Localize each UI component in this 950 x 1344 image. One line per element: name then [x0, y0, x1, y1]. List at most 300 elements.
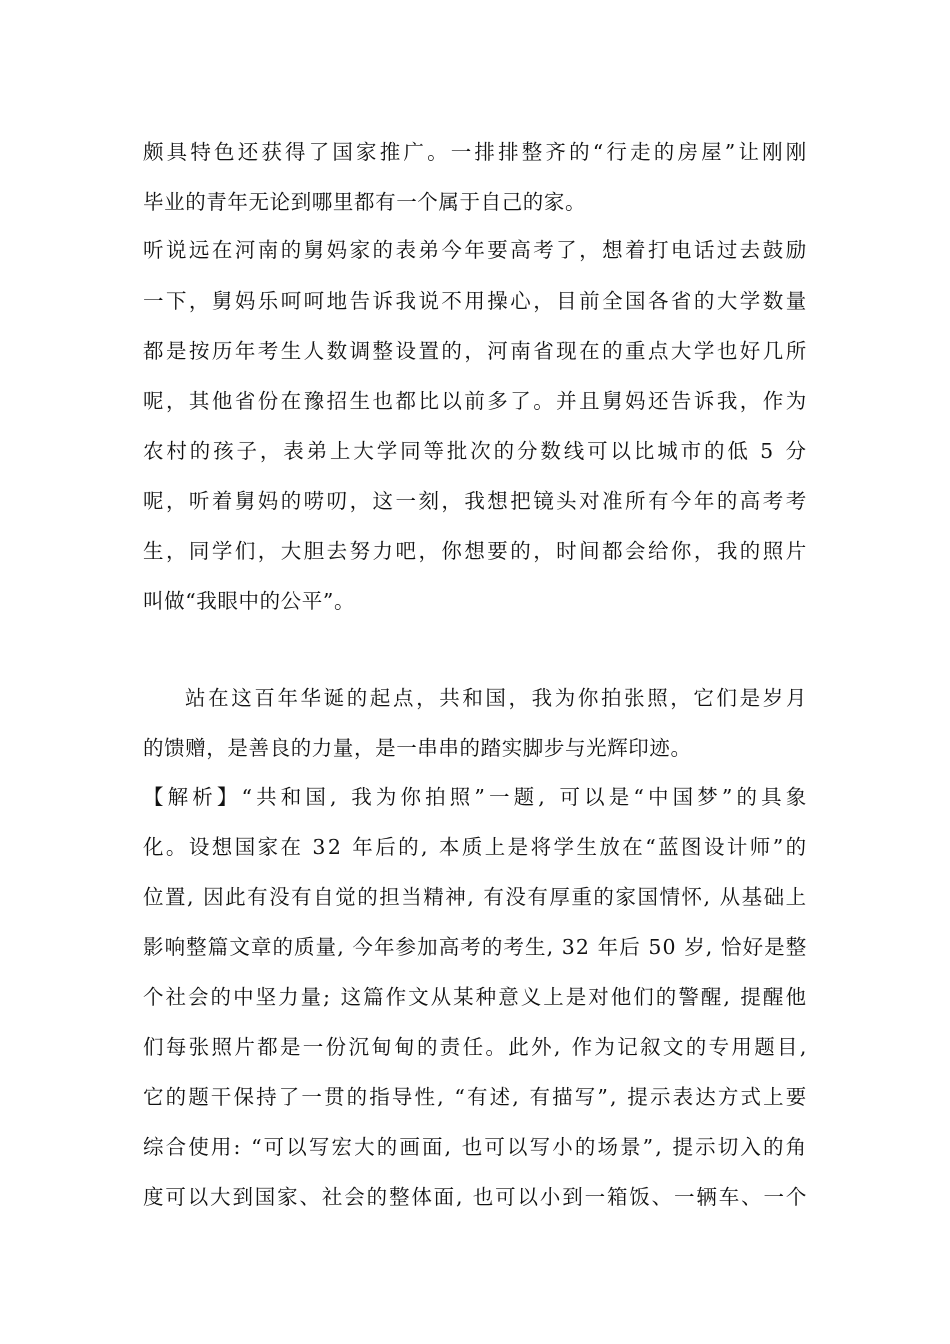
glyph: 厚 [549, 885, 571, 909]
glyph: 地 [326, 289, 348, 313]
glyph: 和 [462, 686, 484, 710]
glyph: 础 [763, 885, 785, 909]
glyph: 家 [349, 238, 371, 262]
glyph [554, 933, 561, 961]
glyph: 也 [372, 389, 394, 413]
glyph: 学 [693, 339, 715, 363]
glyph: ， [418, 539, 440, 563]
glyph: 同 [188, 539, 211, 563]
glyph: 历 [211, 339, 233, 363]
glyph: 今 [670, 489, 693, 513]
glyph: 外 [531, 1035, 553, 1059]
glyph: 5 [648, 935, 663, 959]
glyph: 广 [403, 140, 425, 164]
glyph [345, 933, 352, 961]
glyph: 本 [438, 835, 461, 859]
glyph: 综 [143, 1135, 165, 1159]
glyph: 诞 [323, 686, 345, 710]
glyph: 的 [398, 835, 420, 859]
text-line [143, 487, 807, 515]
glyph: 年 [597, 935, 619, 959]
glyph: 人 [303, 339, 325, 363]
glyph: 有 [647, 489, 670, 513]
glyph: 按 [188, 339, 211, 363]
glyph [195, 883, 202, 911]
glyph: 保 [233, 1085, 255, 1109]
glyph: 有 [291, 885, 313, 909]
glyph: 了 [308, 140, 330, 164]
glyph: 南 [510, 339, 532, 363]
glyph: 拍 [425, 785, 447, 809]
glyph: 岁 [684, 935, 706, 959]
line-text [143, 138, 807, 166]
glyph: 国 [637, 885, 659, 909]
glyph: 城 [657, 439, 679, 463]
glyph: 觉 [335, 885, 357, 909]
glyph: 表 [395, 238, 417, 262]
glyph: 种 [475, 985, 497, 1009]
glyph: 义 [520, 985, 542, 1009]
line-text [143, 437, 807, 465]
glyph: , [456, 1185, 464, 1209]
glyph: 神 [445, 885, 467, 909]
glyph: 影 [143, 935, 165, 959]
glyph: 国 [305, 785, 327, 809]
glyph [341, 783, 348, 811]
glyph: 师 [749, 835, 771, 859]
glyph: 专 [708, 1035, 730, 1059]
glyph: 基 [741, 885, 763, 909]
glyph: 诉 [693, 389, 715, 413]
glyph: 准 [602, 489, 624, 513]
glyph: 我 [464, 489, 486, 513]
glyph: 比 [633, 439, 655, 463]
glyph: ” [724, 140, 736, 164]
glyph: 放 [599, 835, 621, 859]
glyph: 力 [278, 985, 300, 1009]
glyph: 力 [372, 539, 394, 563]
glyph [549, 783, 556, 811]
glyph: 象 [785, 785, 807, 809]
glyph: 给 [647, 539, 670, 563]
glyph: 所 [785, 339, 807, 363]
glyph: 和 [280, 785, 302, 809]
glyph: 上 [763, 1085, 785, 1109]
glyph: 数 [326, 339, 348, 363]
glyph: , [553, 1035, 562, 1059]
glyph: , [421, 835, 429, 859]
glyph: 豫 [303, 389, 325, 413]
glyph: 小 [539, 1185, 561, 1209]
glyph: 操 [487, 289, 509, 313]
glyph: 上 [330, 439, 352, 463]
glyph: 告 [349, 289, 371, 313]
text-line [185, 684, 807, 712]
line-text [143, 1033, 807, 1061]
glyph: 一 [143, 289, 165, 313]
glyph: 化 [143, 835, 165, 859]
glyph: 目 [556, 289, 578, 313]
glyph: 镜 [533, 489, 555, 513]
glyph: 量 [785, 289, 807, 313]
glyph: 共 [256, 785, 278, 809]
glyph: 贯 [324, 1085, 346, 1109]
glyph: 一 [763, 1185, 785, 1209]
glyph: 5 [760, 439, 774, 463]
glyph: 置 [418, 339, 440, 363]
glyph [563, 1033, 570, 1061]
glyph [712, 883, 719, 911]
glyph: 好 [739, 339, 761, 363]
glyph: 农 [143, 439, 165, 463]
glyph: 宏 [331, 1135, 353, 1159]
glyph: 设 [188, 835, 210, 859]
glyph: 我 [716, 539, 738, 563]
glyph: 后 [375, 835, 397, 859]
glyph: 大 [280, 539, 302, 563]
glyph: 面 [421, 1135, 444, 1159]
glyph: 的 [655, 985, 677, 1009]
glyph: 此 [225, 885, 247, 909]
glyph: 考 [460, 935, 482, 959]
glyph [430, 833, 437, 861]
text-line [143, 138, 807, 166]
glyph: 它 [693, 686, 715, 710]
glyph: ， [259, 439, 281, 463]
glyph: 析 [192, 785, 214, 809]
glyph: 孩 [213, 439, 235, 463]
glyph: ， [165, 539, 188, 563]
glyph: 弟 [418, 238, 440, 262]
glyph [475, 883, 482, 911]
glyph: 的 [493, 439, 515, 463]
glyph: 有 [247, 885, 269, 909]
glyph: 心 [510, 289, 532, 313]
glyph: 华 [300, 686, 322, 710]
glyph [751, 437, 758, 465]
glyph: 屋 [701, 140, 723, 164]
analysis-line [143, 983, 807, 1011]
glyph: 个 [785, 1185, 807, 1209]
glyph: , [546, 935, 554, 959]
glyph: 是 [739, 686, 761, 710]
glyph: 的 [346, 686, 368, 710]
glyph: 努 [349, 539, 371, 563]
glyph: 此 [508, 1035, 530, 1059]
glyph: 为 [554, 686, 576, 710]
glyph: 都 [602, 539, 624, 563]
glyph: 着 [625, 238, 647, 262]
glyph: 鼓 [762, 238, 784, 262]
glyph [641, 933, 648, 961]
glyph: 的 [346, 1085, 368, 1109]
line-text [143, 287, 807, 315]
glyph: 数 [762, 289, 784, 313]
glyph: 照 [211, 1035, 233, 1059]
analysis-line [143, 1183, 807, 1211]
text-line [143, 587, 355, 615]
glyph: 排 [498, 140, 520, 164]
glyph: ” [721, 785, 733, 809]
glyph: 去 [739, 238, 761, 262]
analysis-line [143, 883, 807, 911]
glyph: 多 [487, 389, 509, 413]
glyph: 你 [441, 539, 463, 563]
glyph: 唠 [303, 489, 325, 513]
glyph: 整 [388, 1185, 411, 1209]
glyph: 其 [188, 389, 211, 413]
glyph: 在 [211, 238, 233, 262]
glyph: 以 [584, 785, 606, 809]
glyph: ; [323, 985, 331, 1009]
glyph: 国 [234, 835, 256, 859]
glyph: 作 [571, 1035, 593, 1059]
glyph: 醒 [762, 985, 785, 1009]
glyph: 的 [481, 935, 503, 959]
glyph: 年 [352, 835, 374, 859]
glyph: 2 [575, 935, 590, 959]
glyph: 考 [533, 238, 555, 262]
glyph: 任 [462, 1035, 484, 1059]
glyph: 。 [427, 140, 449, 164]
glyph: 场 [597, 1135, 619, 1159]
glyph: 会 [625, 539, 647, 563]
glyph: 到 [232, 1185, 254, 1209]
glyph: 有 [483, 885, 505, 909]
glyph: 国 [332, 140, 354, 164]
glyph: 以 [507, 1135, 529, 1159]
glyph: 叙 [640, 1035, 662, 1059]
glyph: 打 [647, 238, 670, 262]
glyph: 的 [762, 1135, 785, 1159]
glyph: 提 [672, 1135, 694, 1159]
glyph [446, 1083, 453, 1111]
glyph: 年 [693, 489, 715, 513]
glyph: 去 [326, 539, 348, 563]
glyph: 在 [280, 835, 302, 859]
glyph: 一 [584, 1185, 606, 1209]
glyph: 不 [441, 289, 463, 313]
glyph: 角 [785, 1135, 807, 1159]
glyph: 排 [474, 140, 496, 164]
glyph: 弟 [306, 439, 328, 463]
glyph: 以 [610, 439, 632, 463]
glyph [343, 833, 350, 861]
glyph: 把 [510, 489, 532, 513]
glyph: 的 [574, 1135, 596, 1159]
glyph: 设 [703, 835, 726, 859]
text-line [143, 287, 807, 315]
glyph [677, 933, 684, 961]
glyph: 的 [739, 539, 761, 563]
glyph: 这 [372, 489, 394, 513]
glyph: 子 [236, 439, 258, 463]
glyph: 中 [233, 985, 255, 1009]
glyph: 高 [739, 489, 761, 513]
glyph: 生 [349, 389, 371, 413]
glyph: 要 [487, 238, 509, 262]
glyph: 一 [302, 1035, 324, 1059]
glyph: 都 [143, 339, 165, 363]
glyph: 河 [487, 339, 509, 363]
glyph: 们 [716, 686, 738, 710]
glyph: , [799, 1035, 807, 1059]
glyph: 大 [353, 439, 375, 463]
glyph: 会 [344, 1185, 366, 1209]
glyph: 家 [277, 1185, 299, 1209]
glyph: 国 [625, 289, 647, 313]
glyph: 整 [372, 339, 394, 363]
glyph: 上 [484, 835, 506, 859]
glyph: 也 [716, 339, 738, 363]
glyph: 它 [143, 1085, 165, 1109]
glyph: 可 [559, 785, 581, 809]
text-line [143, 387, 807, 415]
glyph: 间 [579, 539, 601, 563]
glyph: 。 [165, 835, 188, 859]
glyph: 写 [308, 1135, 330, 1159]
glyph: 在 [622, 835, 644, 859]
glyph: 批 [446, 439, 468, 463]
glyph: 的 [736, 785, 758, 809]
glyph: 的 [569, 140, 591, 164]
glyph: 走 [630, 140, 652, 164]
glyph: 是 [279, 1035, 302, 1059]
glyph: 一 [450, 140, 472, 164]
glyph: 国 [485, 686, 507, 710]
glyph: 用 [731, 1035, 753, 1059]
glyph: ， [165, 389, 188, 413]
glyph: 励 [785, 238, 807, 262]
glyph: 、 [299, 1185, 321, 1209]
glyph: 月 [785, 686, 807, 710]
line-text [143, 783, 807, 811]
glyph: 式 [740, 1085, 762, 1109]
glyph: 告 [670, 389, 693, 413]
glyph: 舅 [211, 289, 233, 313]
glyph: 用 [464, 289, 486, 313]
glyph: 妈 [234, 289, 256, 313]
glyph: 一 [395, 489, 417, 513]
glyph: ” [474, 785, 486, 809]
glyph: 房 [677, 140, 699, 164]
glyph: 3 [312, 835, 327, 859]
glyph: 表 [283, 439, 305, 463]
line-text [143, 236, 807, 264]
glyph: 面 [433, 1185, 455, 1209]
glyph: 整 [521, 140, 543, 164]
glyph [453, 1133, 460, 1161]
glyph: 乐 [257, 289, 279, 313]
glyph: 性 [414, 1085, 436, 1109]
glyph: 舅 [234, 489, 256, 513]
glyph: 、 [741, 1185, 763, 1209]
glyph: 家 [356, 140, 378, 164]
glyph: 们 [234, 539, 256, 563]
glyph: 车 [718, 1185, 740, 1209]
glyph: 低 [727, 439, 749, 463]
glyph: 的 [357, 885, 379, 909]
glyph: 题 [754, 1035, 776, 1059]
glyph: 都 [257, 1035, 279, 1059]
glyph: 入 [740, 1135, 762, 1159]
line-text [143, 1133, 807, 1161]
glyph: 站 [185, 686, 207, 710]
glyph: 整 [785, 935, 807, 959]
glyph [664, 1133, 671, 1161]
glyph: 数 [540, 439, 562, 463]
glyph: 有 [527, 885, 549, 909]
glyph: 中 [648, 785, 670, 809]
glyph: 文 [229, 935, 251, 959]
glyph: 目 [777, 1035, 799, 1059]
glyph: 解 [167, 785, 189, 809]
glyph [619, 1083, 626, 1111]
glyph: 要 [785, 1085, 807, 1109]
glyph: 头 [556, 489, 578, 513]
text-line [143, 734, 692, 762]
glyph: 这 [231, 686, 253, 710]
glyph: ” [772, 835, 784, 859]
glyph: 责 [439, 1035, 461, 1059]
glyph: 还 [237, 140, 259, 164]
glyph: 自 [313, 885, 335, 909]
glyph: 重 [571, 885, 593, 909]
glyph: 推 [379, 140, 401, 164]
glyph: 的 [210, 985, 232, 1009]
glyph: ， [693, 539, 715, 563]
glyph: 学 [211, 539, 233, 563]
glyph: 起 [369, 686, 391, 710]
glyph: 章 [250, 935, 272, 959]
line-text [143, 833, 807, 861]
glyph: 担 [379, 885, 401, 909]
glyph: 舅 [303, 238, 325, 262]
glyph: ， [670, 686, 692, 710]
glyph: “ [241, 785, 253, 809]
glyph: 南 [257, 238, 279, 262]
line-text [143, 883, 807, 911]
glyph: 梦 [697, 785, 719, 809]
glyph: 甸 [371, 1035, 393, 1059]
glyph: 家 [257, 835, 279, 859]
glyph: ” [642, 1135, 654, 1159]
glyph: 张 [624, 686, 646, 710]
glyph: 的 [272, 935, 294, 959]
glyph: 点 [647, 339, 670, 363]
line-text [143, 487, 807, 515]
glyph [590, 933, 597, 961]
glyph: 每 [165, 1035, 187, 1059]
line-text [143, 983, 807, 1011]
glyph: 表 [672, 1085, 694, 1109]
glyph: 小 [552, 1135, 574, 1159]
glyph: 获 [261, 140, 283, 164]
glyph: 学 [739, 289, 761, 313]
glyph: , [437, 1085, 445, 1109]
glyph: 设 [395, 339, 417, 363]
glyph: 年 [373, 935, 396, 959]
glyph: ， [416, 686, 438, 710]
glyph: 呢 [143, 389, 165, 413]
glyph: 的 [785, 835, 807, 859]
line-text [143, 933, 807, 961]
glyph: 国 [254, 1185, 276, 1209]
glyph: 对 [588, 985, 610, 1009]
glyph: , [467, 885, 475, 909]
glyph: 量 [315, 935, 337, 959]
glyph: 拍 [600, 686, 623, 710]
